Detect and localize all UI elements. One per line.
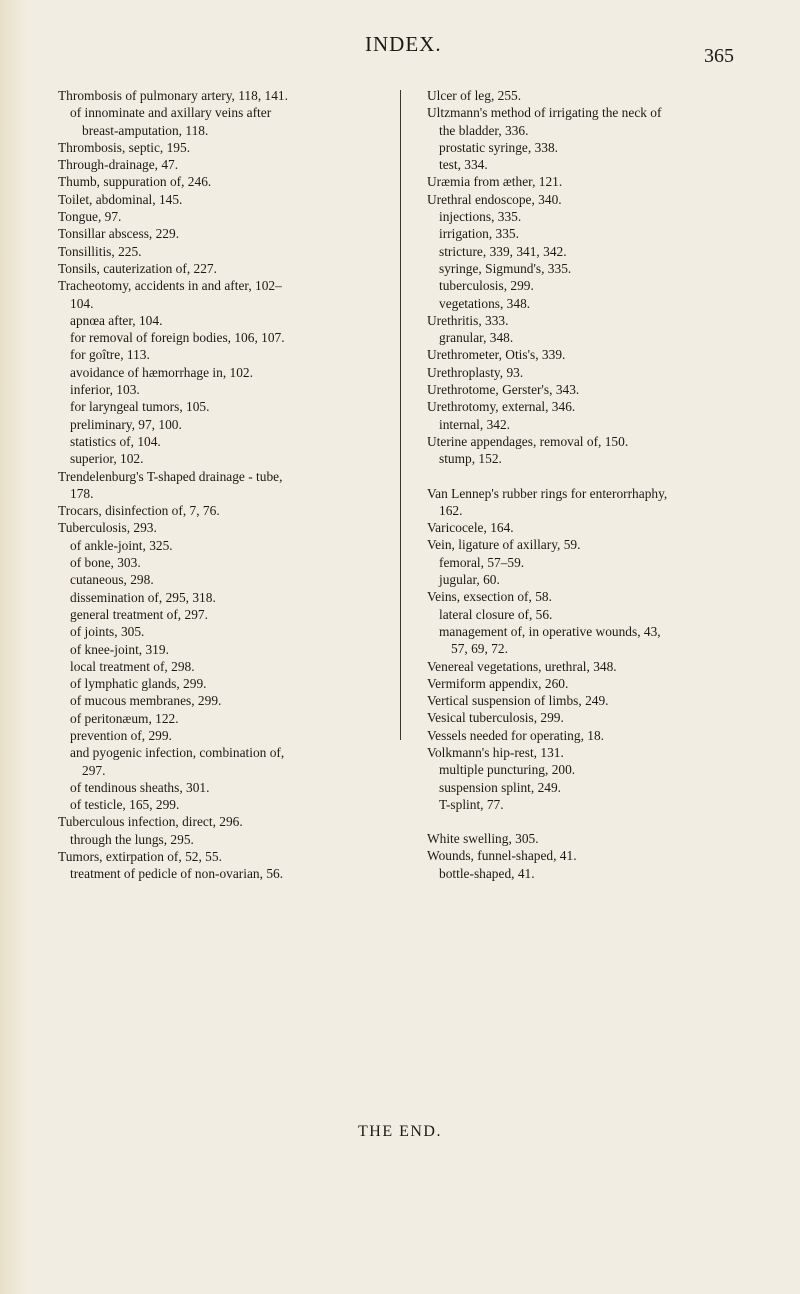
index-subentry xyxy=(427,450,767,467)
entry-text: cutaneous, 298. xyxy=(70,572,154,588)
entry-text: Tuberculous infection, direct, 296. xyxy=(58,814,243,830)
index-subentry xyxy=(58,606,390,623)
entry-continuation: the bladder, 336. xyxy=(439,122,529,138)
end-text: THE END. xyxy=(358,1123,442,1140)
index-subentry xyxy=(58,346,390,363)
entry-text: Vessels needed for operating, 18. xyxy=(427,727,604,743)
entry-text: prevention of, 299. xyxy=(70,727,172,743)
index-subentry xyxy=(427,416,767,433)
entry-text: apnœa after, 104. xyxy=(70,312,163,328)
index-entry xyxy=(427,744,767,761)
index-entry xyxy=(427,312,767,329)
entry-text: Venereal vegetations, urethral, 348. xyxy=(427,658,617,674)
entry-text: internal, 342. xyxy=(439,416,511,432)
entry-text: jugular, 60. xyxy=(439,572,500,588)
page-title: INDEX. xyxy=(365,32,442,56)
index-subentry xyxy=(427,865,767,882)
entry-text: for removal of foreign bodies, 106, 107. xyxy=(70,330,285,346)
index-subentry xyxy=(427,260,767,277)
index-subentry xyxy=(427,329,767,346)
index-subentry xyxy=(58,831,390,848)
entry-text: vegetations, 348. xyxy=(439,295,531,311)
index-subentry xyxy=(58,312,390,329)
index-subentry xyxy=(427,779,767,796)
entry-continuation: breast-amputation, 118. xyxy=(82,122,209,138)
entry-text: through the lungs, 295. xyxy=(70,831,194,847)
entry-text: Urethrometer, Otis's, 339. xyxy=(427,347,566,363)
index-entry xyxy=(58,156,390,173)
entry-text: White swelling, 305. xyxy=(427,831,539,847)
index-entry xyxy=(58,225,390,242)
entry-text: Varicocele, 164. xyxy=(427,520,514,536)
index-entry xyxy=(427,692,767,709)
index-subentry xyxy=(427,623,767,658)
index-subentry xyxy=(427,277,767,294)
index-column-left xyxy=(58,87,390,883)
entry-text: Thrombosis of pulmonary artery, 118, 141. xyxy=(58,88,288,103)
entry-continuation: 57, 69, 72. xyxy=(451,641,508,657)
entry-text: Ulcer of leg, 255. xyxy=(427,88,522,103)
entry-text: avoidance of hæmorrhage in, 102. xyxy=(70,364,253,380)
entry-text: preliminary, 97, 100. xyxy=(70,416,182,432)
index-entry xyxy=(427,588,767,605)
index-subentry xyxy=(427,139,767,156)
index-entry xyxy=(427,364,767,381)
entry-group-gap xyxy=(427,468,767,485)
entry-text: injections, 335. xyxy=(439,209,522,225)
index-entry xyxy=(427,104,767,139)
index-entry xyxy=(58,243,390,260)
entry-text: femoral, 57–59. xyxy=(439,554,525,570)
index-subentry xyxy=(427,554,767,571)
entry-text: Volkmann's hip-rest, 131. xyxy=(427,744,564,760)
entry-continuation: 297. xyxy=(82,762,106,778)
index-entry xyxy=(427,485,767,520)
index-subentry xyxy=(58,865,390,882)
entry-text: Uterine appendages, removal of, 150. xyxy=(427,433,629,449)
index-subentry xyxy=(58,675,390,692)
index-entry xyxy=(58,173,390,190)
index-subentry xyxy=(58,623,390,640)
entry-text: syringe, Sigmund's, 335. xyxy=(439,260,572,276)
entry-text: general treatment of, 297. xyxy=(70,606,208,622)
index-entry xyxy=(427,381,767,398)
index-subentry xyxy=(58,381,390,398)
entry-text: Tonsillar abscess, 229. xyxy=(58,226,180,242)
index-subentry xyxy=(58,416,390,433)
entry-text: management of, in operative wounds, 43, xyxy=(439,623,661,639)
index-subentry xyxy=(427,156,767,173)
entry-text: of innominate and axillary veins after xyxy=(70,105,272,121)
index-subentry xyxy=(427,243,767,260)
entry-text: Tongue, 97. xyxy=(58,209,122,225)
index-entry xyxy=(427,830,767,847)
entry-text: Trendelenburg's T-shaped drainage - tube, xyxy=(58,468,283,484)
entry-text: of mucous membranes, 299. xyxy=(70,693,222,709)
entry-text: test, 334. xyxy=(439,157,488,173)
index-entry xyxy=(58,139,390,156)
entry-text: superior, 102. xyxy=(70,451,144,467)
entry-continuation: 162. xyxy=(439,502,463,518)
index-entry xyxy=(58,502,390,519)
index-entry xyxy=(58,191,390,208)
index-entry xyxy=(427,519,767,536)
entry-text: of lymphatic glands, 299. xyxy=(70,676,207,692)
index-subentry xyxy=(58,727,390,744)
index-subentry xyxy=(427,571,767,588)
index-column-right xyxy=(427,87,767,882)
entry-text: Van Lennep's rubber rings for enterorrhaphy, xyxy=(427,485,668,501)
index-subentry xyxy=(427,761,767,778)
index-entry xyxy=(427,346,767,363)
index-subentry xyxy=(58,104,390,139)
index-entry xyxy=(427,173,767,190)
index-entry xyxy=(58,848,390,865)
index-subentry xyxy=(58,329,390,346)
entry-text: Ultzmann's method of irrigating the neck of xyxy=(427,105,662,121)
index-entry xyxy=(58,519,390,536)
index-entry xyxy=(427,398,767,415)
entry-group-gap xyxy=(427,813,767,830)
entry-text: inferior, 103. xyxy=(70,382,140,398)
entry-text: Tracheotomy, accidents in and after, 102– xyxy=(58,278,282,294)
entry-text: Vein, ligature of axillary, 59. xyxy=(427,537,581,553)
entry-text: treatment of pedicle of non-ovarian, 56. xyxy=(70,866,284,882)
entry-continuation: 104. xyxy=(70,295,94,311)
index-entry xyxy=(58,87,390,104)
entry-text: Urethral endoscope, 340. xyxy=(427,191,562,207)
entry-text: of knee-joint, 319. xyxy=(70,641,169,657)
index-subentry xyxy=(58,364,390,381)
entry-text: Through-drainage, 47. xyxy=(58,157,179,173)
entry-text: for laryngeal tumors, 105. xyxy=(70,399,210,415)
index-subentry xyxy=(58,433,390,450)
entry-text: Thrombosis, septic, 195. xyxy=(58,139,191,155)
entry-text: Wounds, funnel-shaped, 41. xyxy=(427,848,577,864)
index-entry xyxy=(58,813,390,830)
page-header xyxy=(0,32,800,72)
index-subentry xyxy=(58,641,390,658)
index-subentry xyxy=(58,571,390,588)
entry-text: irrigation, 335. xyxy=(439,226,519,242)
index-subentry xyxy=(58,589,390,606)
entry-text: Tuberculosis, 293. xyxy=(58,520,157,536)
index-subentry xyxy=(58,658,390,675)
entry-text: Veins, exsection of, 58. xyxy=(427,589,552,605)
entry-text: Uræmia from æther, 121. xyxy=(427,174,563,190)
entry-text: local treatment of, 298. xyxy=(70,658,195,674)
entry-text: lateral closure of, 56. xyxy=(439,606,553,622)
index-entry xyxy=(427,847,767,864)
entry-text: statistics of, 104. xyxy=(70,433,161,449)
entry-text: of peritonæum, 122. xyxy=(70,710,179,726)
column-divider xyxy=(400,90,401,740)
entry-text: stricture, 339, 341, 342. xyxy=(439,243,567,259)
entry-text: Urethroplasty, 93. xyxy=(427,364,524,380)
page-edge-shadow xyxy=(0,0,30,1294)
entry-text: Vesical tuberculosis, 299. xyxy=(427,710,564,726)
entry-continuation: 178. xyxy=(70,485,94,501)
entry-text: Urethrotome, Gerster's, 343. xyxy=(427,382,580,398)
entry-text: and pyogenic infection, combination of, xyxy=(70,745,285,761)
entry-text: Trocars, disinfection of, 7, 76. xyxy=(58,503,220,519)
entry-text: tuberculosis, 299. xyxy=(439,278,534,294)
index-entry xyxy=(427,87,767,104)
index-subentry xyxy=(427,208,767,225)
entry-text: Tonsillitis, 225. xyxy=(58,243,142,259)
entry-text: Thumb, suppuration of, 246. xyxy=(58,174,212,190)
index-subentry xyxy=(58,398,390,415)
entry-text: bottle-shaped, 41. xyxy=(439,865,535,881)
entry-text: granular, 348. xyxy=(439,330,514,346)
index-entry xyxy=(58,277,390,312)
entry-text: stump, 152. xyxy=(439,451,502,467)
index-entry xyxy=(427,433,767,450)
index-subentry xyxy=(427,796,767,813)
index-subentry xyxy=(58,744,390,779)
entry-text: multiple puncturing, 200. xyxy=(439,762,576,778)
entry-text: of joints, 305. xyxy=(70,624,145,640)
index-entry xyxy=(427,675,767,692)
index-subentry xyxy=(58,692,390,709)
index-entry xyxy=(427,658,767,675)
entry-text: Tonsils, cauterization of, 227. xyxy=(58,260,217,276)
index-entry xyxy=(427,727,767,744)
entry-text: Urethritis, 333. xyxy=(427,312,509,328)
entry-text: of testicle, 165, 299. xyxy=(70,797,180,813)
index-subentry xyxy=(58,537,390,554)
index-entry xyxy=(58,260,390,277)
entry-text: dissemination of, 295, 318. xyxy=(70,589,216,605)
entry-text: of bone, 303. xyxy=(70,555,141,571)
index-subentry xyxy=(58,450,390,467)
entry-text: of ankle-joint, 325. xyxy=(70,537,173,553)
entry-text: Urethrotomy, external, 346. xyxy=(427,399,576,415)
index-entry xyxy=(58,208,390,225)
index-entry xyxy=(427,536,767,553)
index-subentry xyxy=(427,295,767,312)
entry-text: for goître, 113. xyxy=(70,347,150,363)
index-entry xyxy=(427,191,767,208)
entry-text: Vertical suspension of limbs, 249. xyxy=(427,693,609,709)
entry-text: Tumors, extirpation of, 52, 55. xyxy=(58,849,222,865)
index-subentry xyxy=(58,554,390,571)
entry-text: Vermiform appendix, 260. xyxy=(427,675,569,691)
entry-text: of tendinous sheaths, 301. xyxy=(70,779,210,795)
index-subentry xyxy=(427,606,767,623)
index-entry xyxy=(427,709,767,726)
index-subentry xyxy=(58,796,390,813)
page-number: 365 xyxy=(704,45,734,67)
index-subentry xyxy=(58,779,390,796)
index-entry xyxy=(58,468,390,503)
entry-text: T-splint, 77. xyxy=(439,796,504,812)
entry-text: prostatic syringe, 338. xyxy=(439,139,559,155)
entry-text: suspension splint, 249. xyxy=(439,779,562,795)
entry-text: Toilet, abdominal, 145. xyxy=(58,191,183,207)
index-subentry xyxy=(58,710,390,727)
index-subentry xyxy=(427,225,767,242)
